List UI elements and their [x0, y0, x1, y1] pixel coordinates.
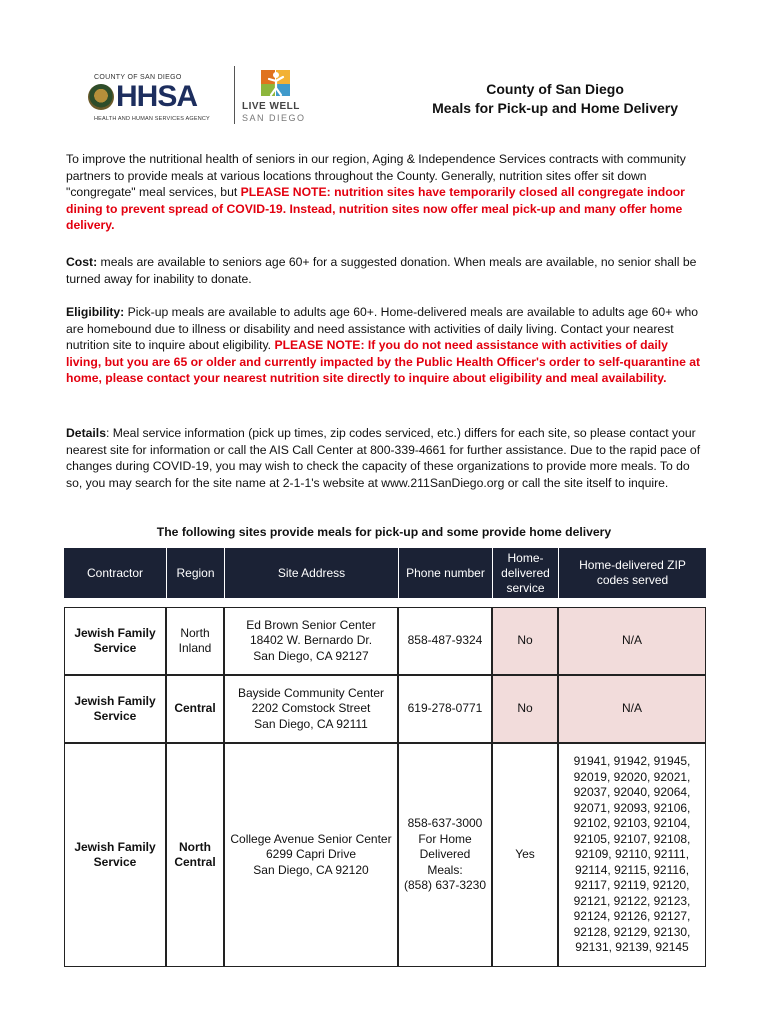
- details-label: Details: [66, 426, 106, 440]
- cell-zip-codes: N/A: [558, 607, 706, 675]
- table-row: [64, 675, 706, 743]
- header-phone: Phone number: [398, 548, 492, 598]
- cell-contractor: Jewish Family Service: [64, 675, 166, 743]
- cell-zip-codes: 91941, 91942, 91945, 92019, 92020, 92021, 92037, 92040, 92064, 92071, 92093, 92106, 92102, 92103, 92104, 92105, 92107, 92108, 92109, 92110, 92111, 92114, 92115, 92116, 92117, 92119, 92120, 92121, 92122, 92123, 92124, 92126, 92127, 92128, 92129, 92130, 92131, 92139, 92145: [558, 743, 706, 967]
- logo-county-text: COUNTY OF SAN DIEGO: [94, 74, 182, 81]
- cell-address: College Avenue Senior Center 6299 Capri Drive San Diego, CA 92120: [224, 743, 398, 967]
- cost-paragraph: [66, 254, 702, 287]
- intro-paragraph: [66, 151, 702, 234]
- cell-phone: 858-637-3000 For Home Delivered Meals: (858) 637-3230: [398, 743, 492, 967]
- logo-live-well-text: LIVE WELL: [242, 101, 300, 112]
- cell-phone: 619-278-0771: [398, 675, 492, 743]
- cell-zip-codes: N/A: [558, 675, 706, 743]
- details-paragraph: [66, 425, 702, 491]
- header-zip-codes: Home-delivered ZIP codes served: [558, 548, 706, 598]
- title-line-1: County of San Diego: [486, 81, 624, 97]
- live-well-logo: [242, 68, 322, 128]
- cell-region: Central: [166, 675, 224, 743]
- eligibility-label: Eligibility:: [66, 305, 125, 319]
- hhsa-logo: [80, 74, 230, 126]
- document-title: [432, 80, 678, 118]
- cost-text: meals are available to seniors age 60+ for a suggested donation. When meals are available, no senior shall be turned away for inability to donate.: [66, 255, 697, 286]
- cell-phone: 858-487-9324: [398, 607, 492, 675]
- logo-san-diego-text: SAN DIEGO: [242, 113, 306, 123]
- header-home-delivered: Home- delivered service: [492, 548, 558, 598]
- logo-area: [80, 62, 320, 128]
- cell-address: Ed Brown Senior Center 18402 W. Bernardo Dr. San Diego, CA 92127: [224, 607, 398, 675]
- county-seal-icon: [88, 84, 114, 110]
- cell-home-delivered: Yes: [492, 743, 558, 967]
- table-caption: The following sites provide meals for pick-up and some provide home delivery: [156, 525, 612, 539]
- header-region: Region: [166, 548, 224, 598]
- cell-address: Bayside Community Center 2202 Comstock Street San Diego, CA 92111: [224, 675, 398, 743]
- table-header: [64, 548, 706, 598]
- cell-contractor: Jewish Family Service: [64, 607, 166, 675]
- eligibility-paragraph: [66, 304, 702, 387]
- cell-home-delivered: No: [492, 675, 558, 743]
- intro-notice: PLEASE NOTE: nutrition sites have temporarily closed all congregate indoor dining to prevent spread of COVID-19. Instead, nutrition sites now offer meal pick-up and many offer home delivery.: [66, 185, 685, 233]
- intro-text: To improve the nutritional health of seniors in our region, Aging & Independence Services contracts with community partners to provide meals at various locations throughout the County. Generally, nutrition sites offer sit down "congregate" meal services, but: [66, 152, 686, 200]
- header-site-address: Site Address: [224, 548, 398, 598]
- live-well-figure-icon: [260, 68, 292, 98]
- header-contractor: Contractor: [86, 565, 144, 580]
- logo-hhsa-text: HHSA: [116, 80, 198, 113]
- eligibility-notice: PLEASE NOTE: If you do not need assistance with activities of daily living, but you are 65 or older and currently impacted by the Public Health Officer's order to self-quarantine at home, please contact your nearest nutrition site directly to inquire about eligibility and meal availability.: [66, 338, 701, 386]
- cost-label: Cost:: [66, 255, 98, 269]
- table-row: [64, 743, 706, 967]
- title-line-2: Meals for Pick-up and Home Delivery: [432, 100, 678, 116]
- details-text: : Meal service information (pick up times, zip codes serviced, etc.) differs for each site, so please contact your nearest site for information or call the AIS Call Center at 800-339-4661 for further assistance. Due to the rapid pace of changes during COVID-19, you may wish to check the capacity of these organizations to provide more meals. To do so, you may search for the site name at 2-1-1's website at www.211SanDiego.org or call the site itself to inquire.: [66, 426, 701, 490]
- table-row: [64, 607, 706, 675]
- cell-contractor: Jewish Family Service: [64, 743, 166, 967]
- logo-divider: [234, 66, 235, 124]
- cell-region: North Inland: [166, 607, 224, 675]
- cell-home-delivered: No: [492, 607, 558, 675]
- cell-region: North Central: [166, 743, 224, 967]
- eligibility-text: Pick-up meals are available to adults age 60+. Home-delivered meals are available to adults age 60+ who are homebound due to illness or disability and need assistance with activities of daily living. Contact your nearest nutrition site to inquire about eligibility.: [66, 305, 699, 353]
- logo-agency-text: HEALTH AND HUMAN SERVICES AGENCY: [94, 116, 210, 122]
